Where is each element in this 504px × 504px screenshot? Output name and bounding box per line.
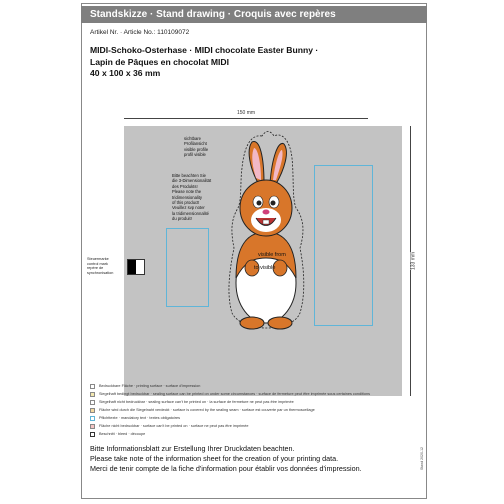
label-visible-from: visible from xyxy=(258,252,286,258)
article-number: Artikel Nr. · Article No.: 110109072 xyxy=(90,29,190,36)
tridimensionality-note: Bitte beachten Sie die 3-Dimensionalität des Produkts! Please note the tridimensionality of this product! Veuillez svp noter la tridimensionnalité du produit! xyxy=(172,173,212,222)
legend-item: Siegelhaft nicht bedruckbar · sealing surface can't be printed on · la surface de fermeture ne peut pas être imprimée xyxy=(90,399,294,406)
legend-swatch xyxy=(90,400,95,405)
legend-item: Bedruckbare Fläche · printing surface · surface d'impression xyxy=(90,383,200,390)
legend-item: Fläche wird durch die Siegelnaht verdeckt · surface is covered by the sealing seam · surface est couverte par un thermoscellage xyxy=(90,407,315,414)
height-dimension xyxy=(406,126,417,396)
legend-swatch xyxy=(90,384,95,389)
footer-instructions xyxy=(90,444,362,474)
footer-line-2: Please take note of the information sheet for the creation of your printing data. xyxy=(90,454,339,463)
legend-swatch xyxy=(90,432,95,437)
version-code: Stand 2020-12 xyxy=(420,447,424,470)
legend-swatch xyxy=(90,408,95,413)
control-mark xyxy=(127,259,145,275)
visible-profile-note: sichtbare Profilansicht visible profile profil visible xyxy=(184,136,209,158)
bunny-illustration xyxy=(222,128,312,338)
legend-swatch xyxy=(90,392,95,397)
title-line-3: 40 x 100 x 36 mm xyxy=(90,68,161,78)
mandatory-text-box-left xyxy=(166,228,209,307)
label-to-visible: to visible xyxy=(254,265,276,271)
legend-item: Siegelhaft bedingt bedruckbar · sealing surface can be printed on under some circumstances · surface de fermeture peut être imprimée sous certaines conditions xyxy=(90,391,370,398)
legend-item: Beschnitt · bleed · découpe xyxy=(90,431,145,438)
title-line-2: Lapin de Pâques en chocolat MIDI xyxy=(90,56,229,67)
header-bar: Standskizze · Stand drawing · Croquis avec repères xyxy=(81,6,427,23)
legend-item: Pflichttexte · mandatory text · textes obligatoires xyxy=(90,415,180,422)
footer-line-3: Merci de tenir compte de la fiche d'information pour établir vos données d'impression. xyxy=(90,464,362,473)
product-title xyxy=(90,45,318,80)
legend-item: Fläche nicht bedruckbar · surface can't be printed on · surface ne peut pas être imprimée xyxy=(90,423,249,430)
height-label: 133 mm xyxy=(410,251,417,271)
footer-line-1: Bitte Informationsblatt zur Erstellung Ihrer Druckdaten beachten. xyxy=(90,444,295,453)
width-label: 150 mm xyxy=(236,110,256,116)
title-line-1: MIDI-Schoko-Osterhase · MIDI chocolate Easter Bunny · xyxy=(90,45,319,55)
legend-swatch xyxy=(90,416,95,421)
legend-swatch xyxy=(90,424,95,429)
mandatory-text-box-right xyxy=(314,165,373,326)
width-dimension xyxy=(124,110,368,122)
control-mark-label: Steuermarke control mark repère de synchronisation xyxy=(87,257,114,275)
